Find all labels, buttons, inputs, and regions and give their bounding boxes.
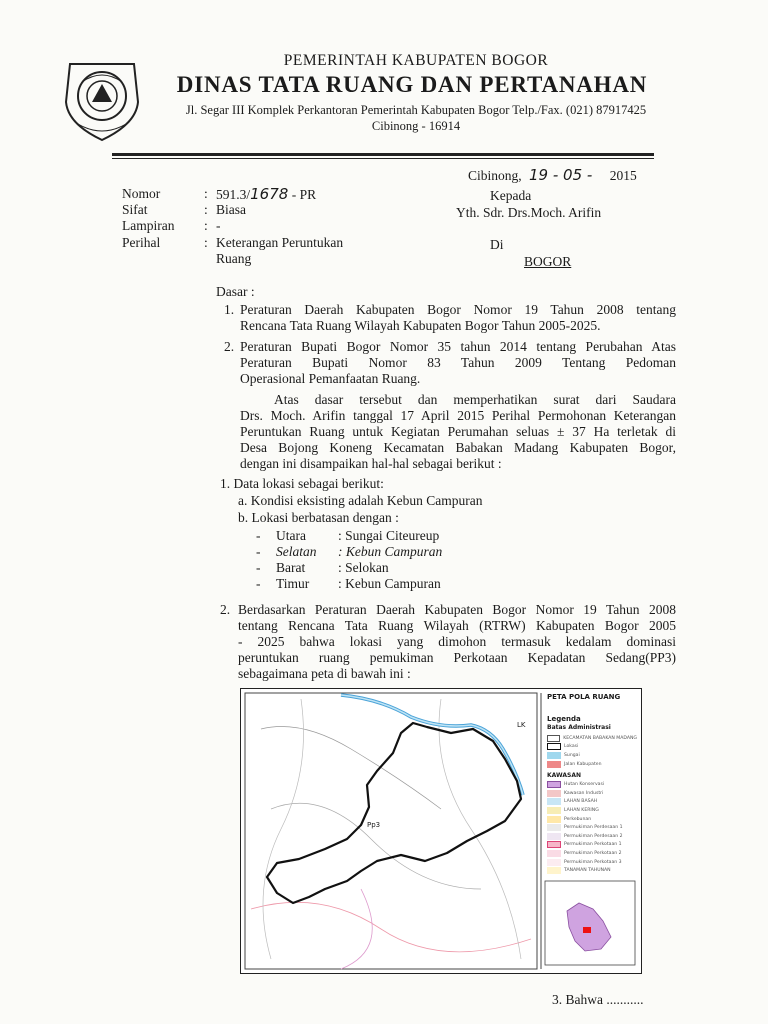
dasar-1-line-2: Rencana Tata Ruang Wilayah Kabupaten Bogor Tahun 2005-2025.: [240, 318, 601, 333]
legend-item: [547, 751, 637, 760]
paragraph-line-3: Peruntukan Ruang untuk Kegiatan Perumahan seluas ± 37 Ha terletak di: [240, 424, 676, 439]
legend-item: [547, 780, 637, 789]
spatial-plan-map: [240, 688, 642, 974]
paragraph-line-4: Desa Bojong Koneng Kecamatan Babakan Madang Kabupaten Bogor,: [240, 440, 676, 455]
perihal-label: Perihal: [122, 235, 161, 250]
legend-swatch: [547, 833, 561, 840]
paragraph-line-1: Atas dasar tersebut dan memperhatikan surat dari Saudara: [274, 392, 676, 407]
map-legend-heading: Legenda: [547, 715, 581, 723]
map-legend-batas: Batas Administrasi: [547, 724, 611, 731]
legend-label: Perkebunan: [564, 816, 592, 822]
item-2-line-2: tentang Rencana Tata Ruang Wilayah (RTRW) Kabupaten Bogor 2005: [238, 618, 676, 633]
legend-item: [547, 798, 637, 807]
letter-date: [468, 167, 637, 184]
legend-label: LAHAN BASAH: [564, 799, 598, 805]
item-2-line-4: peruntukan ruang pemukiman Perkotaan Kepadatan Sedang(PP3): [238, 650, 676, 665]
letterhead-government: PEMERINTAH KABUPATEN BOGOR: [283, 52, 549, 69]
lampiran-label: Lampiran: [122, 218, 175, 233]
letterhead-agency: DINAS TATA RUANG DAN PERTANAHAN: [176, 72, 648, 97]
item-2-line-5: sebagaimana peta di bawah ini :: [238, 666, 411, 681]
legend-label: KECAMATAN BABAKAN MADANG: [563, 735, 637, 741]
item-2-line-1: Berdasarkan Peraturan Daerah Kabupaten Bogor Nomor 19 Tahun 2008: [238, 602, 676, 617]
legend-item: [547, 849, 637, 858]
legend-label: Permukiman Perkotaan 2: [564, 850, 622, 856]
item-2-line-3: - 2025 bahwa lokasi yang dimohon termasuk kedalam dominasi: [238, 634, 676, 649]
legend-item: [547, 806, 637, 815]
paragraph-line-2: Drs. Moch. Arifin tanggal 17 April 2015 Perihal Permohonan Keterangan: [240, 408, 676, 423]
date-city: Cibinong,: [468, 168, 522, 183]
legend-swatch: [547, 824, 561, 831]
date-day-month: 19 - 05 -: [529, 166, 593, 184]
legend-swatch: [547, 798, 561, 805]
map-title: PETA POLA RUANG: [547, 693, 621, 701]
perihal-value-2: Ruang: [216, 251, 252, 266]
lampiran-value: -: [216, 218, 221, 233]
map-legend-list: [547, 734, 637, 875]
map-label-lk: LK: [517, 721, 526, 729]
border-direction: Timur: [276, 576, 310, 591]
border-dash: -: [256, 528, 261, 543]
map-legend-kawasan: KAWASAN: [547, 772, 582, 780]
dasar-heading: Dasar :: [216, 284, 255, 299]
item-1a: a. Kondisi eksisting adalah Kebun Campuran: [238, 493, 483, 508]
recipient-place: BOGOR: [524, 254, 572, 269]
legend-label: Hutan Konservasi: [564, 782, 605, 788]
dasar-1-number: 1.: [224, 302, 235, 317]
border-direction: Utara: [276, 528, 306, 543]
recipient-di: Di: [490, 237, 504, 252]
border-dash: -: [256, 560, 261, 575]
legend-swatch: [547, 790, 561, 797]
item-1-heading: 1. Data lokasi sebagai berikut:: [220, 476, 384, 491]
legend-swatch: [547, 867, 561, 874]
recipient-kepada: Kepada: [490, 188, 532, 203]
legend-item: [547, 858, 637, 867]
dasar-2-line-1: Peraturan Bupati Bogor Nomor 35 tahun 2014 tentang Perubahan Atas: [240, 339, 676, 354]
nomor-label: Nomor: [122, 186, 161, 201]
letterhead-divider-thick: [112, 153, 654, 156]
legend-label: Permukiman Perdesaan 1: [564, 825, 623, 831]
legend-swatch: [547, 735, 560, 742]
map-label-pp3: Pp3: [367, 821, 381, 829]
border-value: : Kebun Campuran: [338, 576, 441, 591]
legend-swatch: [547, 807, 561, 814]
paragraph-line-5: dengan ini disampaikan hal-hal sebagai berikut :: [240, 456, 502, 471]
perihal-value-1: Keterangan Peruntukan: [216, 235, 344, 250]
sifat-colon: :: [204, 202, 208, 217]
legend-swatch: [547, 761, 561, 768]
legend-item: [547, 815, 637, 824]
legend-item: [547, 832, 637, 841]
legend-swatch: [547, 743, 561, 750]
legend-label: TANAMAN TAHUNAN: [564, 868, 611, 874]
legend-label: LAHAN KERING: [564, 807, 599, 813]
continuation-note: 3. Bahwa ...........: [552, 992, 644, 1007]
legend-item: [547, 743, 637, 752]
legend-label: Permukiman Perkotaan 3: [564, 859, 622, 865]
legend-label: Sungai: [564, 752, 580, 758]
nomor-value: [216, 186, 316, 203]
letterhead-address: Jl. Segar III Komplek Perkantoran Pemerintah Kabupaten Bogor Telp./Fax. (021) 87917425: [185, 103, 647, 117]
nomor-suffix: - PR: [291, 187, 317, 202]
dasar-2-number: 2.: [224, 339, 235, 354]
perihal-colon: :: [204, 235, 208, 250]
legend-item: [547, 823, 637, 832]
legend-swatch: [547, 841, 561, 848]
item-1b: b. Lokasi berbatasan dengan :: [238, 510, 399, 525]
legend-label: Lokasi: [564, 744, 579, 750]
legend-swatch: [547, 816, 561, 823]
letterhead-city-postal: Cibinong - 16914: [371, 119, 461, 133]
legend-item: [547, 760, 637, 769]
border-value: : Kebun Campuran: [338, 544, 443, 559]
date-year: 2015: [609, 168, 637, 183]
legend-item: [547, 789, 637, 798]
border-dash: -: [256, 576, 261, 591]
sifat-label: Sifat: [122, 202, 148, 217]
sifat-value: Biasa: [216, 202, 246, 217]
border-dash: -: [256, 544, 261, 559]
legend-label: Permukiman Perdesaan 2: [564, 833, 623, 839]
legend-swatch: [547, 859, 561, 866]
legend-item: [547, 841, 637, 850]
legend-label: Jalan Kabupaten: [564, 761, 602, 767]
dasar-2-line-3: Operasional Pemanfaatan Ruang.: [240, 371, 421, 386]
legend-item: [547, 866, 637, 875]
nomor-handwritten: 1678: [250, 185, 289, 203]
legend-swatch: [547, 850, 561, 857]
legend-item: [547, 734, 637, 743]
dasar-1-line-1: Peraturan Daerah Kabupaten Bogor Nomor 19 Tahun 2008 tentang: [240, 302, 676, 317]
border-value: : Sungai Citeureup: [338, 528, 440, 543]
recipient-name: Yth. Sdr. Drs.Moch. Arifin: [456, 205, 602, 220]
legend-swatch: [547, 781, 561, 788]
legend-label: Kawasan Industri: [564, 790, 604, 796]
border-value: : Selokan: [338, 560, 389, 575]
legend-swatch: [547, 752, 561, 759]
letterhead-divider-thin: [112, 158, 654, 159]
legend-label: Permukiman Perkotaan 1: [564, 842, 622, 848]
item-2-number: 2.: [220, 602, 231, 617]
border-direction: Barat: [276, 560, 306, 575]
lampiran-colon: :: [204, 218, 208, 233]
nomor-prefix: 591.3/: [216, 187, 251, 202]
dasar-2-line-2: Peraturan Bupati Nomor 83 Tahun 2009 Tentang Pedoman: [240, 355, 676, 370]
nomor-colon: :: [204, 186, 208, 201]
border-direction: Selatan: [276, 544, 317, 559]
